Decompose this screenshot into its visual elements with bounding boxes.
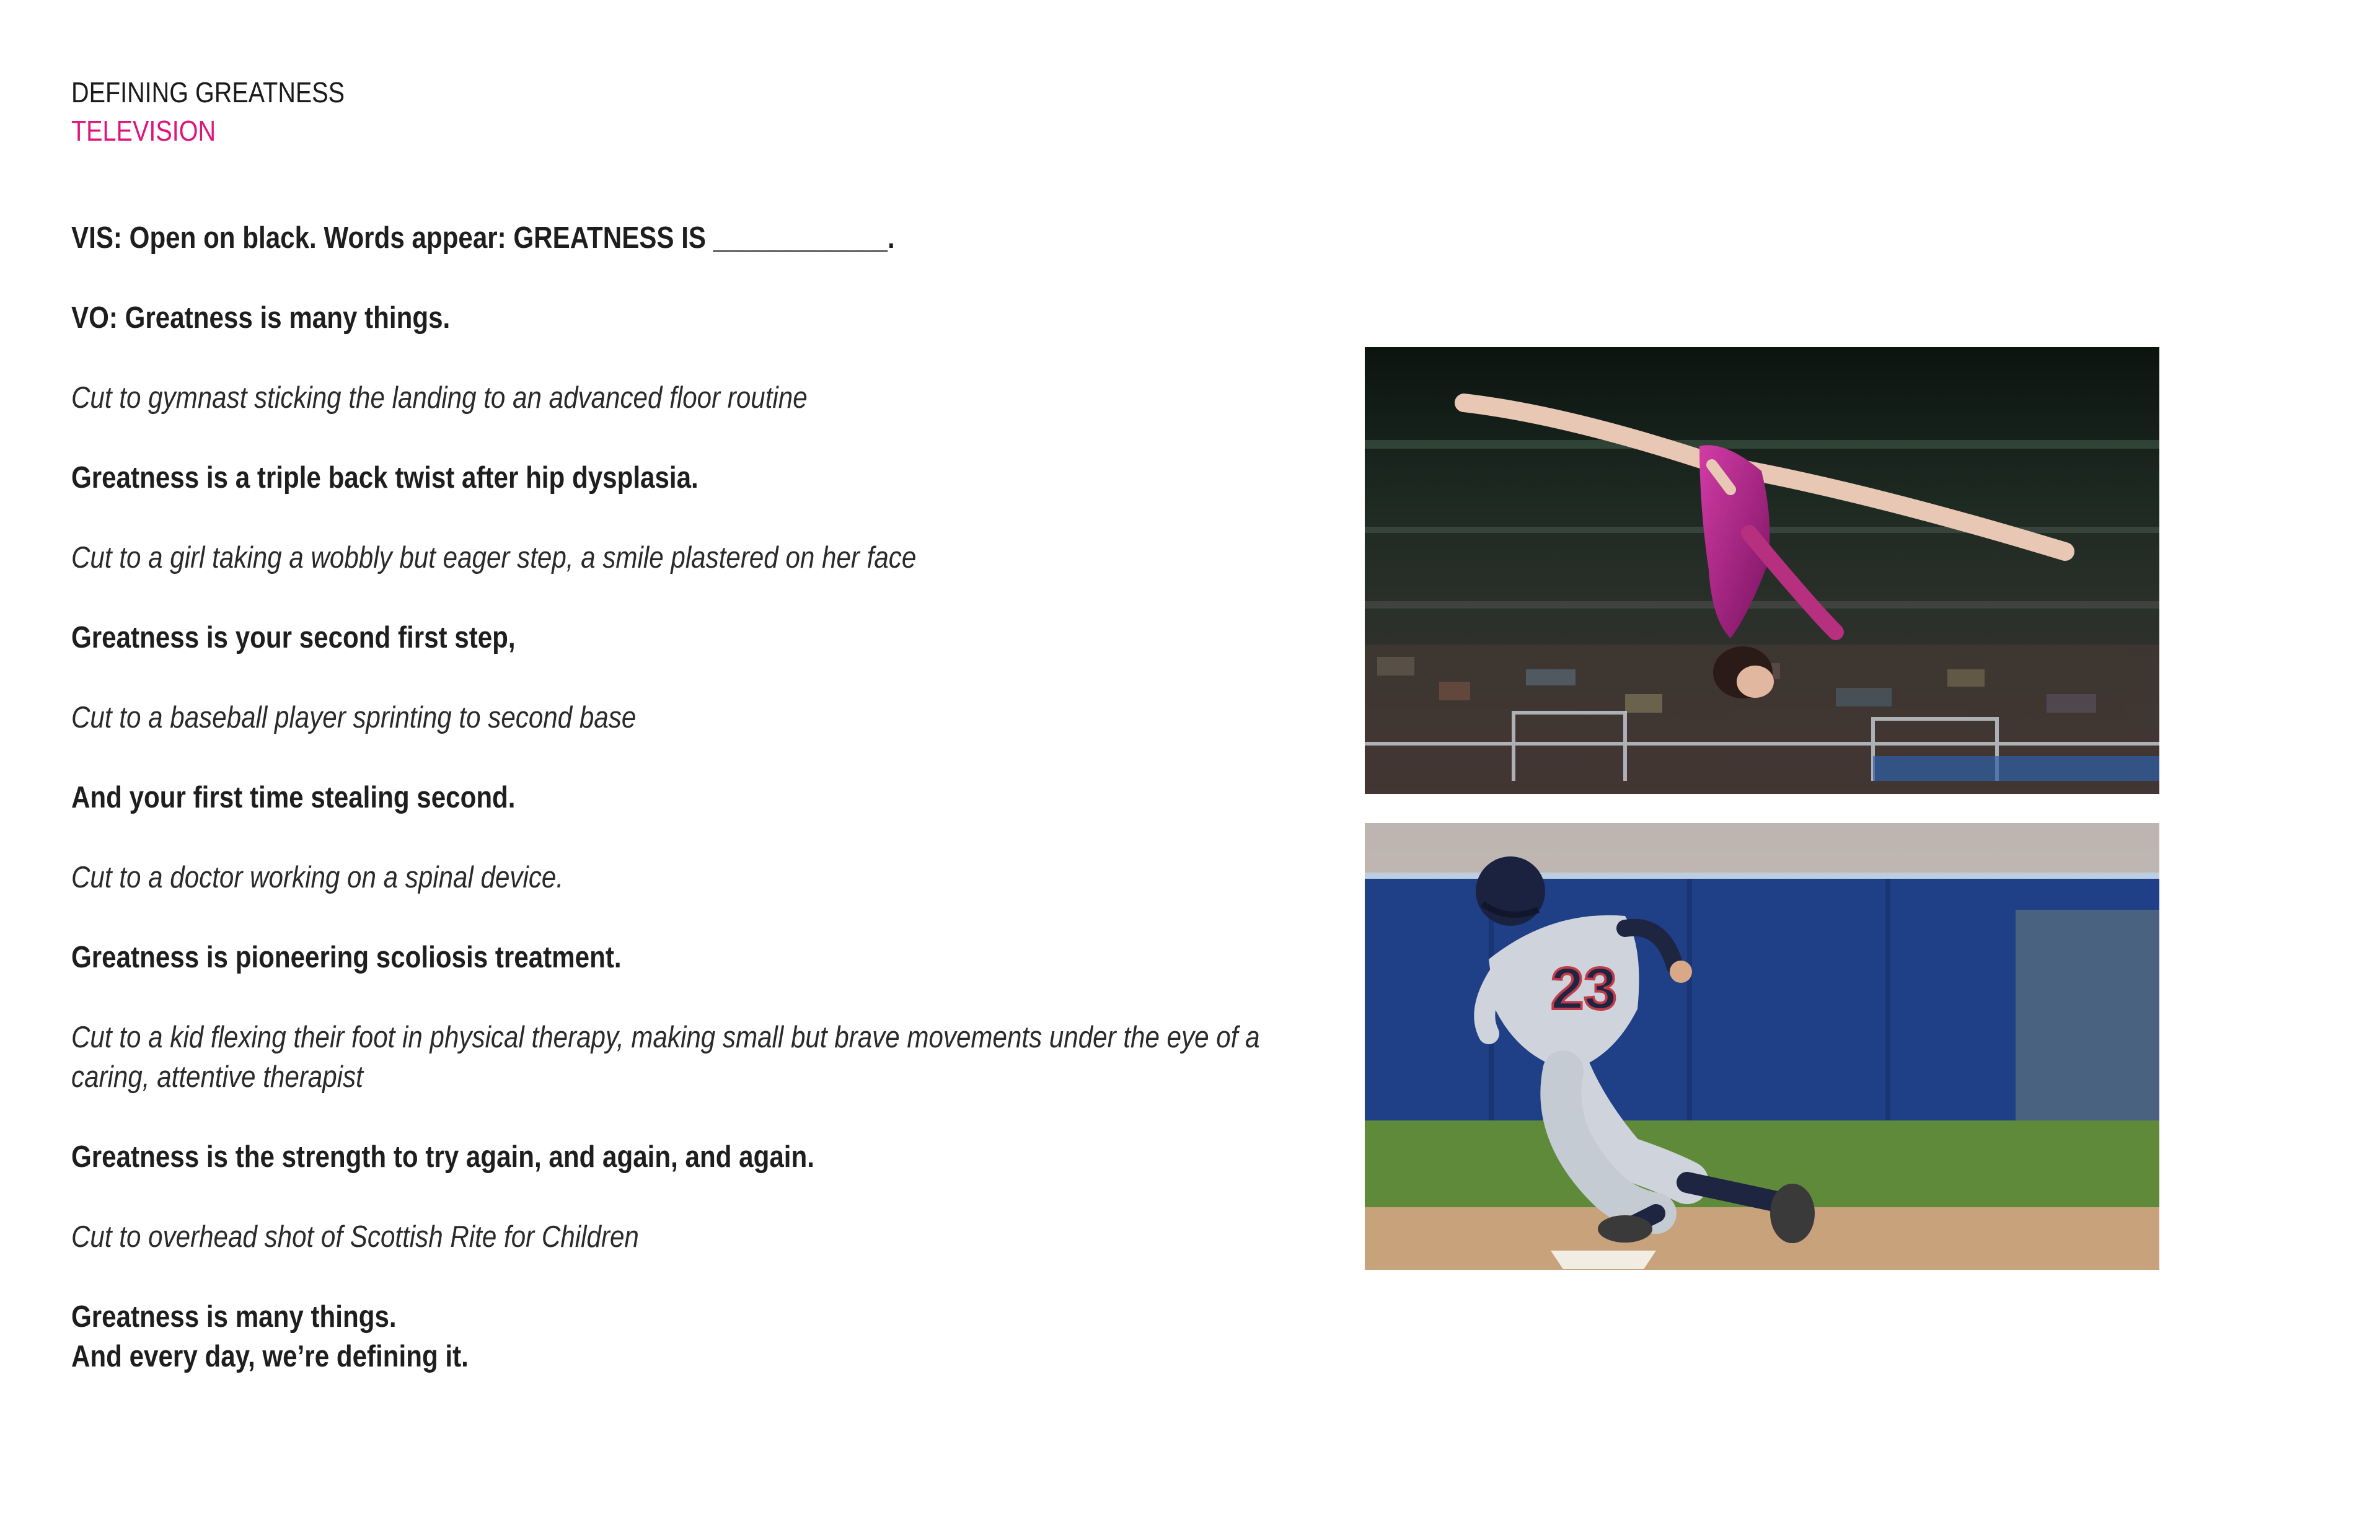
script-direction: Cut to gymnast sticking the landing to an advanced floor routine [71, 381, 808, 415]
page-header [71, 73, 389, 150]
baseball-player-photo [1365, 823, 2159, 1270]
script-line-vo: VO: Greatness is many things. [71, 301, 451, 335]
script-closing: Greatness is many things. And every day, we’re defining it. [71, 1300, 469, 1373]
script-voiceover: And your first time stealing second. [71, 781, 516, 814]
gymnast-photo [1365, 347, 2159, 794]
script-line-vis: VIS: Open on black. Words appear: GREATNESS IS ____________. [71, 221, 895, 255]
script-direction: Cut to a kid flexing their foot in physical therapy, making small but brave movements under the eye of a caring, attentive therapist [71, 1021, 1260, 1094]
script-direction: Cut to a girl taking a wobbly but eager step, a smile plastered on her face [71, 541, 917, 574]
script-voiceover: Greatness is a triple back twist after hip dysplasia. [71, 461, 699, 495]
page-title: DEFINING GREATNESS [71, 76, 345, 108]
script-direction: Cut to a baseball player sprinting to second base [71, 701, 637, 734]
script-direction: Cut to overhead shot of Scottish Rite for Children [71, 1220, 639, 1254]
script-direction: Cut to a doctor working on a spinal device. [71, 861, 564, 894]
script-copy [71, 218, 1286, 1417]
jersey-number: 23 [1551, 956, 1617, 1022]
script-voiceover: Greatness is your second first step, [71, 621, 516, 654]
page-subtitle: TELEVISION [71, 115, 216, 147]
script-voiceover: Greatness is pioneering scoliosis treatment. [71, 941, 622, 974]
script-voiceover: Greatness is the strength to try again, and again, and again. [71, 1140, 814, 1174]
